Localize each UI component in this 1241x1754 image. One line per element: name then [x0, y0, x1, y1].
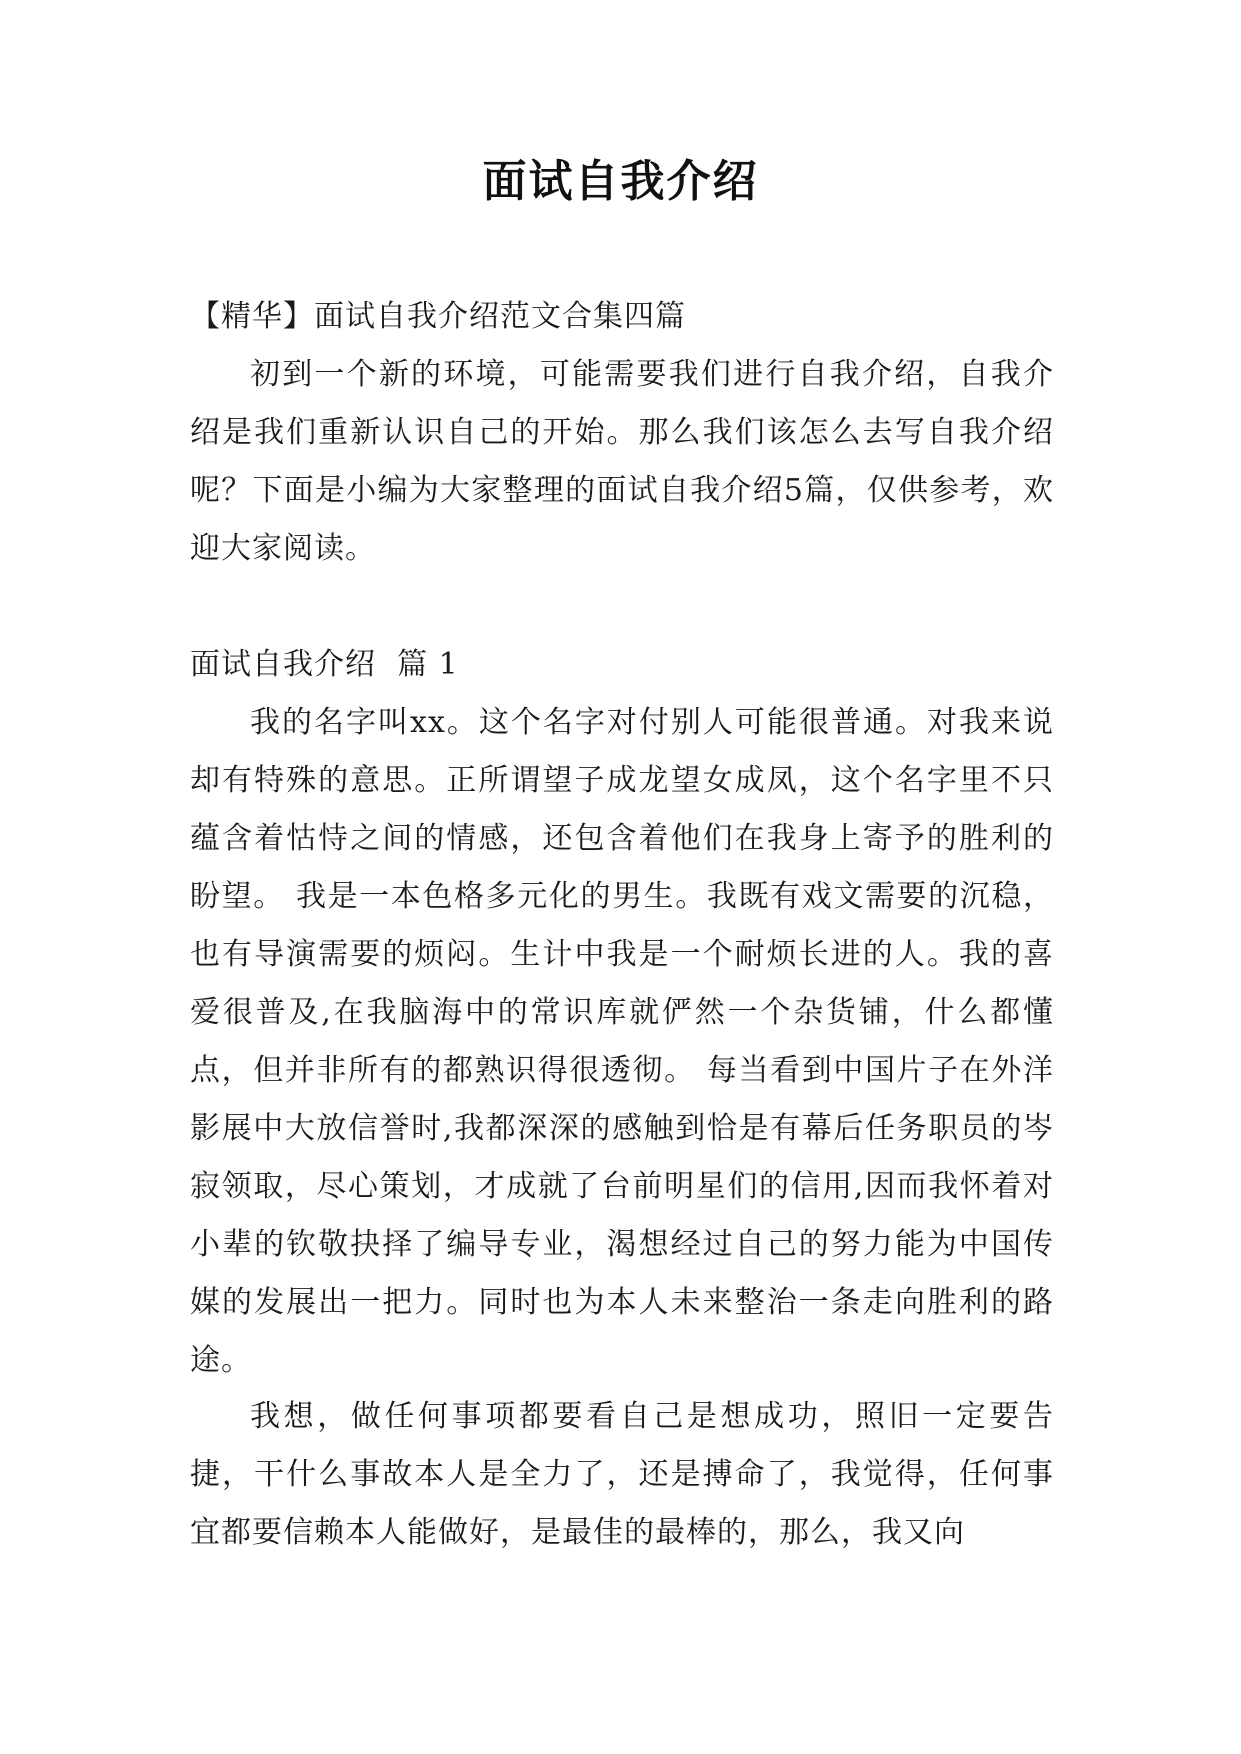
section-heading: 面试自我介绍 篇 1: [190, 647, 459, 682]
body-paragraph-2: 我想，做任何事项都要看自己是想成功，照旧一定要告捷，干什么事故本人是全力了，还是搏命了，我觉得，任何事宜都要信赖本人能做好，是最佳的最棒的，那么，我又向: [190, 1399, 1054, 1550]
body-paragraph-1: 我的名字叫xx。这个名字对付别人可能很普通。对我来说却有特殊的意思。正所谓望子成龙望女成凤，这个名字里不只蕴含着怙恃之间的情感，还包含着他们在我身上寄予的胜利的盼望。 我是一本色格多元化的男生。我既有戏文需要的沉稳，也有导演需要的烦闷。生计中我是一个耐烦长进的人。我的喜爱很普及,在我脑海中的常识库就俨然一个杂货铺，什么都懂点，但并非所有的都熟识得很透彻。 每当看到中国片子在外洋影展中大放信誉时,我都深深的感触到恰是有幕后任务职员的岑寂领取，尽心策划，才成就了台前明星们的信用,因而我怀着对小辈的钦敬抉择了编导专业，渴想经过自己的努力能为中国传媒的发展出一把力。同时也为本人未来整治一条走向胜利的路途。: [190, 705, 1054, 1378]
intro-paragraph: 初到一个新的环境，可能需要我们进行自我介绍，自我介绍是我们重新认识自己的开始。那么我们该怎么去写自我介绍呢？下面是小编为大家整理的面试自我介绍5篇，仅供参考，欢迎大家阅读。: [190, 357, 1054, 566]
document-subtitle: 【精华】面试自我介绍范文合集四篇: [190, 299, 686, 334]
document-title: 面试自我介绍: [482, 156, 759, 207]
